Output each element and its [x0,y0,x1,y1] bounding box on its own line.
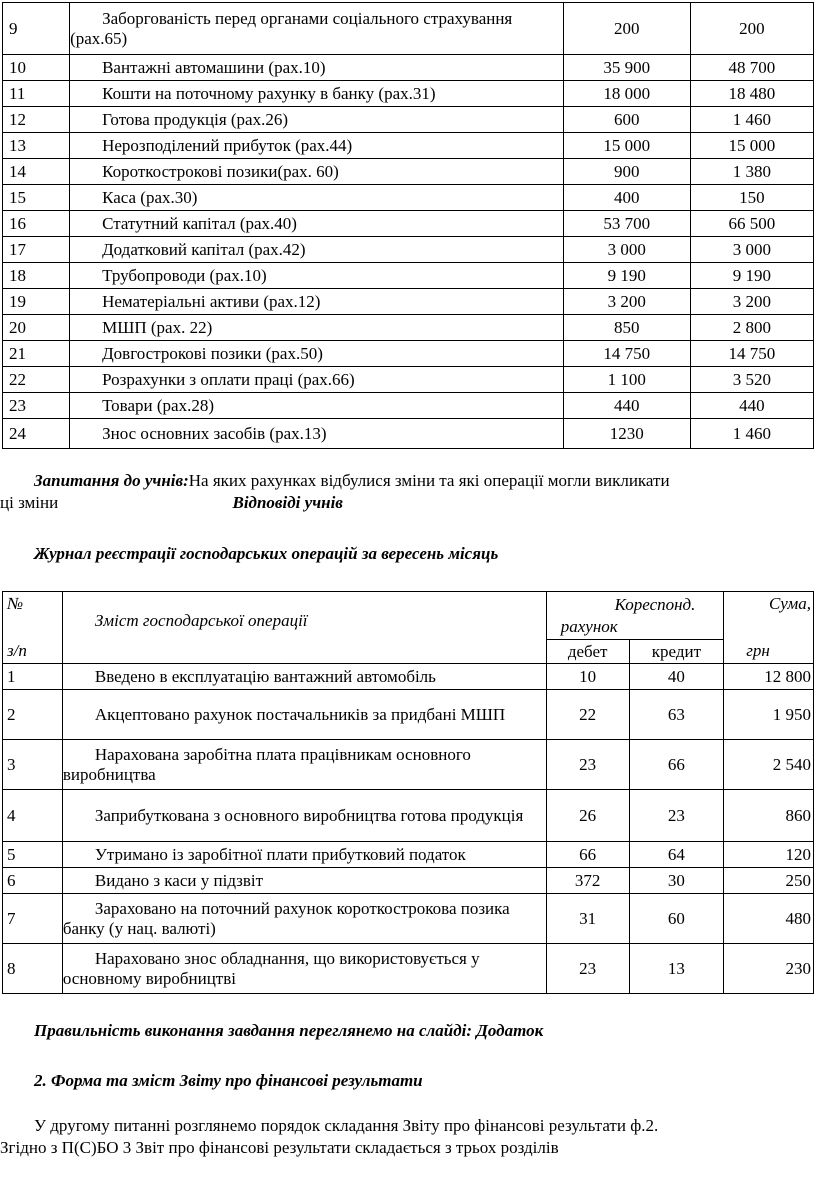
operation-credit: 30 [629,868,724,894]
row-number: 15 [3,185,70,211]
operation-debit: 372 [546,868,629,894]
item-name: Статутний капітал (рах.40) [70,211,564,237]
operation-sum: 230 [724,944,814,994]
operation-debit: 31 [546,894,629,944]
operation-number: 7 [3,894,63,944]
row-number: 18 [3,263,70,289]
operation-description: Зараховано на поточний рахунок короткострокова позика банку (у нац. валюті) [62,894,546,944]
item-name: Знос основних засобів (рах.13) [70,419,564,449]
operation-number: 2 [3,690,63,740]
section-heading: 2. Форма та зміст Звіту про фінансові результати [34,1071,423,1090]
value-end: 66 500 [690,211,813,237]
value-end: 15 000 [690,133,813,159]
row-number: 13 [3,133,70,159]
row-number: 24 [3,419,70,449]
operation-credit: 63 [629,690,724,740]
table-row [3,289,814,315]
header-debit: дебет [546,640,629,664]
operation-description: Утримано із заробітної плати прибутковий податок [62,842,546,868]
operation-sum: 480 [724,894,814,944]
operation-sum: 250 [724,868,814,894]
table-row [3,81,814,107]
value-start: 1230 [563,419,690,449]
journal-table [2,591,814,994]
table-row [3,894,814,944]
table-row [3,185,814,211]
operation-debit: 23 [546,740,629,790]
table-row [3,237,814,263]
operation-description: Введено в експлуатацію вантажний автомобіль [62,664,546,690]
value-start: 35 900 [563,55,690,81]
value-start: 900 [563,159,690,185]
check-line: Правильність виконання завдання переглянемо на слайді: Додаток [34,1021,544,1040]
value-end: 440 [690,393,813,419]
row-number: 20 [3,315,70,341]
item-name: Кошти на поточному рахунку в банку (рах.31) [70,81,564,107]
operation-credit: 60 [629,894,724,944]
operation-number: 8 [3,944,63,994]
row-number: 22 [3,367,70,393]
answers-label: Відповіді учнів [232,493,343,512]
table-row [3,315,814,341]
table-row [3,263,814,289]
item-name: Вантажні автомашини (рах.10) [70,55,564,81]
item-name: МШП (рах. 22) [70,315,564,341]
header-sum: Сума, грн [724,592,814,664]
value-start: 18 000 [563,81,690,107]
operation-credit: 40 [629,664,724,690]
body-paragraph [0,1115,812,1159]
value-start: 440 [563,393,690,419]
table-row [3,740,814,790]
operation-credit: 13 [629,944,724,994]
operation-credit: 23 [629,790,724,842]
value-start: 15 000 [563,133,690,159]
value-end: 1 380 [690,159,813,185]
table-row [3,419,814,449]
row-number: 10 [3,55,70,81]
table-row [3,842,814,868]
value-start: 9 190 [563,263,690,289]
table-row [3,341,814,367]
operation-sum: 12 800 [724,664,814,690]
item-name: Додатковий капітал (рах.42) [70,237,564,263]
table-row [3,790,814,842]
table-row [3,107,814,133]
row-number: 14 [3,159,70,185]
operation-description: Нараховано знос обладнання, що використовується у основному виробництві [62,944,546,994]
value-end: 9 190 [690,263,813,289]
table-row [3,367,814,393]
item-name: Довгострокові позики (рах.50) [70,341,564,367]
row-number: 19 [3,289,70,315]
value-start: 600 [563,107,690,133]
header-content: Зміст господарської операції [62,592,546,664]
journal-title: Журнал реєстрації господарських операцій за вересень місяць [34,544,499,563]
value-end: 3 520 [690,367,813,393]
item-name: Розрахунки з оплати праці (рах.66) [70,367,564,393]
operation-debit: 23 [546,944,629,994]
table-row [3,944,814,994]
table-row [3,133,814,159]
question-label: Запитання до учнів: [34,471,189,490]
table-row [3,55,814,81]
value-end: 3 000 [690,237,813,263]
item-name: Готова продукція (рах.26) [70,107,564,133]
operation-sum: 2 540 [724,740,814,790]
item-name: Каса (рах.30) [70,185,564,211]
row-number: 16 [3,211,70,237]
operation-credit: 66 [629,740,724,790]
operation-description: Акцептовано рахунок постачальників за придбані МШП [62,690,546,740]
row-number: 17 [3,237,70,263]
item-name: Товари (рах.28) [70,393,564,419]
value-start: 200 [563,3,690,55]
value-start: 400 [563,185,690,211]
value-start: 1 100 [563,367,690,393]
item-name: Короткострокові позики(рах. 60) [70,159,564,185]
value-end: 1 460 [690,419,813,449]
item-name: Заборгованість перед органами соціального страхування (рах.65) [70,3,564,55]
row-number: 9 [3,3,70,55]
header-credit: кредит [629,640,724,664]
operation-number: 6 [3,868,63,894]
header-correspondence: Кореспонд. рахунок [546,592,724,640]
operation-debit: 10 [546,664,629,690]
row-number: 12 [3,107,70,133]
operation-debit: 22 [546,690,629,740]
table-row [3,211,814,237]
row-number: 11 [3,81,70,107]
table-row [3,664,814,690]
value-end: 200 [690,3,813,55]
value-end: 2 800 [690,315,813,341]
operation-description: Нарахована заробітна плата працівникам основного виробництва [62,740,546,790]
header-row [3,592,814,640]
value-end: 3 200 [690,289,813,315]
operation-sum: 860 [724,790,814,842]
body-line-2: Згідно з П(С)БО 3 Звіт про фінансові результати складається з трьох розділів [0,1138,559,1157]
operation-sum: 120 [724,842,814,868]
value-end: 18 480 [690,81,813,107]
balance-items-table [2,2,814,449]
body-line-1: У другому питанні розглянемо порядок складання Звіту про фінансові результати ф.2. [34,1116,659,1135]
value-end: 14 750 [690,341,813,367]
operation-number: 4 [3,790,63,842]
operation-debit: 66 [546,842,629,868]
header-number: № з/п [3,592,63,664]
value-start: 53 700 [563,211,690,237]
value-start: 3 000 [563,237,690,263]
question-text: На яких рахунках відбулися зміни та які операції могли викликати [188,471,670,490]
value-start: 14 750 [563,341,690,367]
item-name: Нерозподілений прибуток (рах.44) [70,133,564,159]
row-number: 21 [3,341,70,367]
item-name: Трубопроводи (рах.10) [70,263,564,289]
question-text-continued: ці зміни [0,493,59,512]
value-end: 1 460 [690,107,813,133]
table-row [3,393,814,419]
operation-description: Заприбуткована з основного виробництва готова продукція [62,790,546,842]
operation-credit: 64 [629,842,724,868]
operation-number: 5 [3,842,63,868]
operation-sum: 1 950 [724,690,814,740]
operation-debit: 26 [546,790,629,842]
row-number: 23 [3,393,70,419]
operation-number: 3 [3,740,63,790]
value-start: 850 [563,315,690,341]
operation-description: Видано з каси у підзвіт [62,868,546,894]
table-row [3,3,814,55]
value-start: 3 200 [563,289,690,315]
table-row [3,868,814,894]
table-row [3,159,814,185]
item-name: Нематеріальні активи (рах.12) [70,289,564,315]
question-paragraph [0,470,812,514]
value-end: 48 700 [690,55,813,81]
operation-number: 1 [3,664,63,690]
value-end: 150 [690,185,813,211]
table-row [3,690,814,740]
